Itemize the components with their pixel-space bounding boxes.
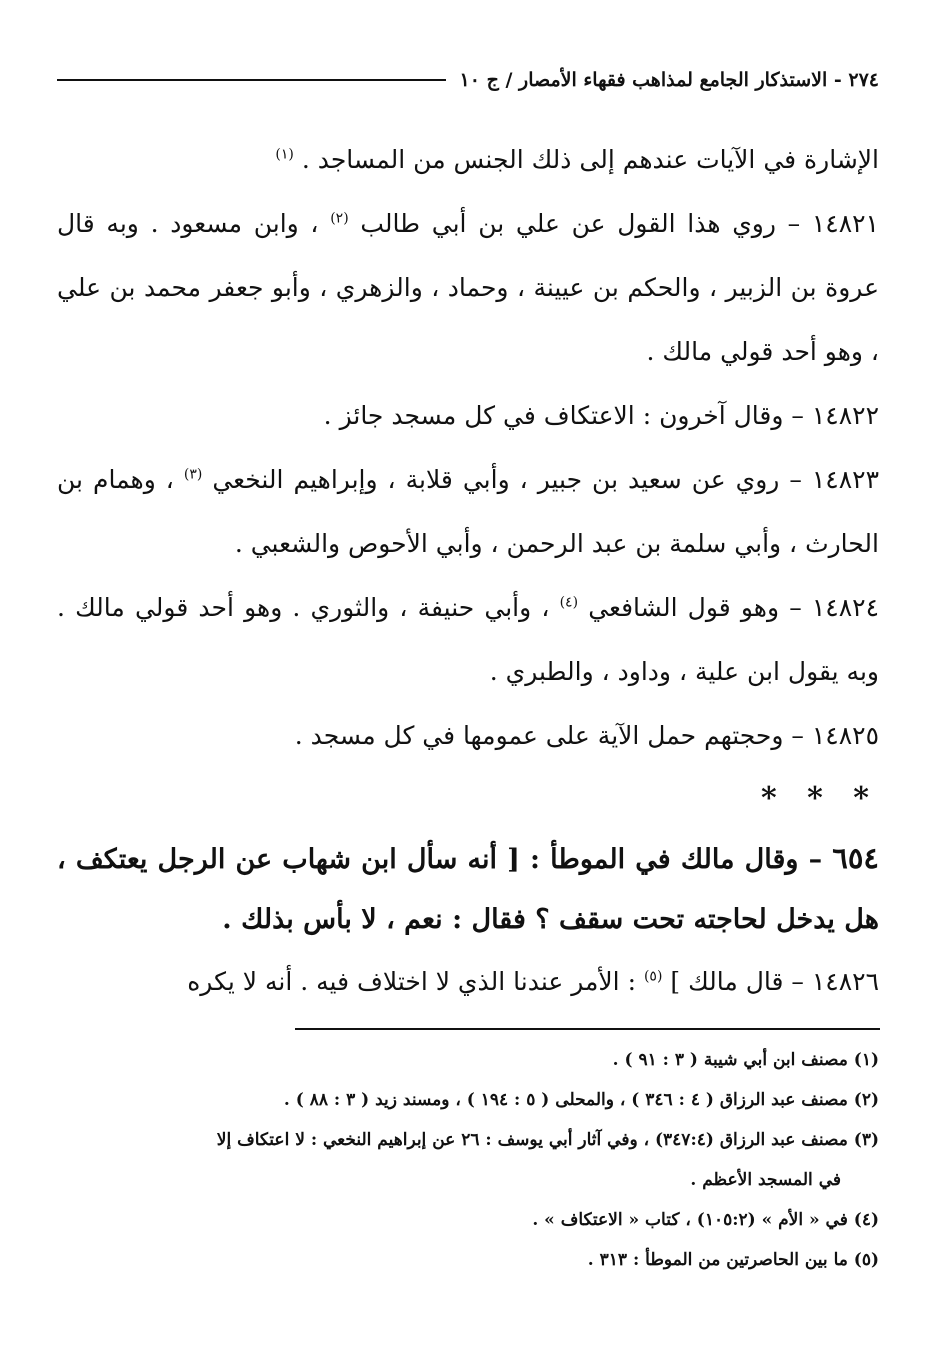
paragraph-text: – وهو قول الشافعي: [588, 593, 802, 622]
paragraph-text-continued: ، وابن مسعود . وبه قال عروة بن الزبير ، والحكم بن عيينة ، وحماد ، والزهري ، وأبو جعفر محمد بن علي ، وهو أحد قولي مالك .: [57, 209, 879, 366]
footnotes: [57, 1040, 879, 1280]
paragraph-14824: [57, 576, 879, 704]
paragraph-text: – وقال آخرون : الاعتكاف في كل مسجد جائز .: [323, 401, 804, 430]
paragraph-14825: [57, 704, 879, 768]
footnote-ref-3[interactable]: (٣): [183, 466, 203, 483]
footnote-1: (١) مصنف ابن أبي شيبة ( ٣ : ٩١ ) .: [612, 1050, 879, 1070]
paragraph-intro: [57, 128, 879, 192]
paragraph-14822: [57, 384, 879, 448]
paragraph-text: – روي عن سعيد بن جبير ، وأبي قلابة ، وإبراهيم النخعي: [212, 465, 802, 494]
paragraph-text-continued: ، وهمام بن الحارث ، وأبي سلمة بن عبد الرحمن ، وأبي الأحوص والشعبي .: [57, 465, 879, 558]
paragraph-text: – قال مالك ]: [670, 967, 804, 996]
paragraph-number: ١٤٨٢٥: [811, 721, 879, 750]
paragraph-number: ١٤٨٢٢: [811, 401, 879, 430]
footnote-3-continued: في المسجد الأعظم .: [690, 1170, 841, 1190]
footnote-ref-1[interactable]: (١): [275, 146, 294, 163]
footnote-2: (٢) مصنف عبد الرزاق ( ٤ : ٣٤٦ ) ، والمحلى ( ٥ : ١٩٤ ) ، ومسند زيد ( ٣ : ٨٨ ) .: [283, 1090, 879, 1110]
running-header: [57, 62, 879, 98]
footnote-3: (٣) مصنف عبد الرزاق (٣٤٧:٤) ، وفي آثار أبي يوسف : ٢٦ عن إبراهيم النخعي : لا اعتكاف إلا: [216, 1130, 879, 1150]
footnote-5: (٥) ما بين الحاصرتين من الموطأ : ٣١٣ .: [587, 1250, 879, 1270]
paragraph-number: ١٤٨٢١: [811, 209, 879, 238]
header-rule: [57, 79, 446, 81]
header-title: ٢٧٤ - الاستذكار الجامع لمذاهب فقهاء الأمصار / ج ١٠: [459, 69, 879, 91]
paragraph-14823: [57, 448, 879, 576]
hadith-number: ٦٥٤: [832, 841, 879, 875]
paragraph-654: [57, 828, 879, 950]
footnote-ref-2[interactable]: (٢): [330, 210, 349, 227]
footnote-ref-5[interactable]: (٥): [643, 968, 663, 985]
paragraph-14826: [57, 950, 879, 1014]
paragraph-number: ١٤٨٢٤: [811, 593, 879, 622]
footnote-ref-4[interactable]: (٤): [559, 594, 579, 611]
paragraph-14821: [57, 192, 879, 384]
paragraph-number: ١٤٨٢٦: [811, 967, 879, 996]
intro-text: الإشارة في الآيات عندهم إلى ذلك الجنس من المساجد .: [301, 145, 879, 174]
footnote-rule: [295, 1028, 880, 1030]
footnote-4: (٤) في « الأم » (١٠٥:٢) ، كتاب « الاعتكاف » .: [532, 1210, 879, 1230]
hadith-text: – وقال مالك في الموطأ : [ أنه سأل ابن شهاب عن الرجل يعتكف ، هل يدخل لحاجته تحت سقف ؟ فقال : نعم ، لا بأس بذلك .: [57, 844, 879, 935]
paragraph-text: – روي هذا القول عن علي بن أبي طالب: [360, 209, 801, 238]
paragraph-text-continued: : الأمر عندنا الذي لا اختلاف فيه . أنه لا يكره: [187, 967, 636, 996]
paragraph-text: – وحجتهم حمل الآية على عمومها في كل مسجد .: [294, 721, 804, 750]
section-separator: * * *: [761, 781, 879, 816]
paragraph-number: ١٤٨٢٣: [811, 465, 879, 494]
main-text: [57, 128, 879, 1014]
paragraph-text-continued: ، وأبي حنيفة ، والثوري . وهو أحد قولي مالك . وبه يقول ابن علية ، وداود ، والطبري .: [57, 593, 879, 686]
